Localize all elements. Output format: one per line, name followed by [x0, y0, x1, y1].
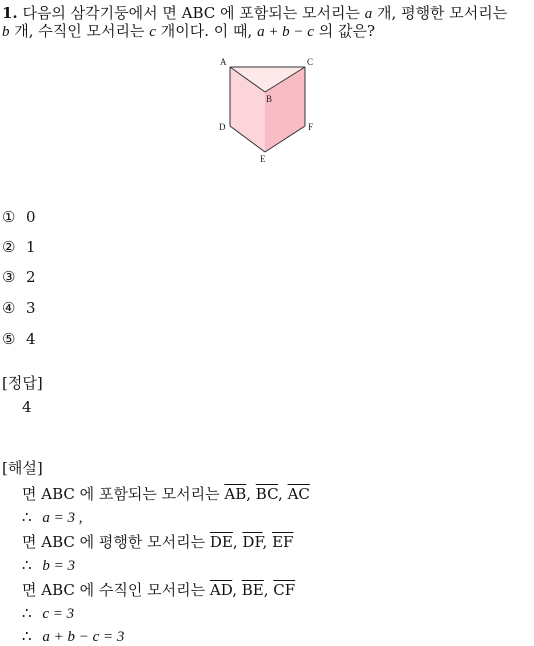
edge-ac: $\overline{AC}$ — [287, 485, 310, 503]
therefore-symbol: ∴ — [22, 604, 32, 622]
edge-ad: $\overline{AD}$ — [209, 581, 233, 599]
therefore-symbol: ∴ — [22, 556, 32, 574]
explanation-line-3-text: 면 ABC 에 평행한 모서리는 — [22, 533, 206, 551]
therefore-symbol: ∴ — [22, 508, 32, 526]
explanation-line-1: 면 ABC 에 포함되는 모서리는 $\overline{AB}$, $\overline{BC}$, $\overline{AC}$ — [22, 485, 310, 503]
var-c: c — [149, 24, 156, 40]
explanation-line-5-text: 면 ABC 에 수직인 모서리는 — [22, 581, 206, 599]
choice-3-value: 2 — [26, 268, 36, 286]
vertex-label-e: E — [260, 154, 266, 164]
var-b: b — [2, 24, 10, 40]
choice-4-mark: ④ — [2, 299, 16, 317]
explanation-line-7 — [22, 627, 124, 646]
choice-1-mark: ① — [2, 208, 16, 226]
vertex-label-c: C — [307, 57, 314, 67]
vertex-label-a: A — [220, 57, 227, 67]
explanation-line-3: 면 ABC 에 평행한 모서리는 $\overline{DE}$, $\overline{DF}$, $\overline{EF}$ — [22, 533, 294, 551]
therefore-symbol: ∴ — [22, 627, 32, 645]
answer-value: 4 — [22, 398, 32, 416]
explanation-line-2 — [22, 508, 82, 527]
question-expression: a + b − c — [257, 24, 314, 40]
edge-de: $\overline{DE}$ — [209, 533, 233, 551]
edge-cf: $\overline{CF}$ — [273, 581, 296, 599]
explanation-line-7-math: a + b − c = 3 — [42, 629, 125, 645]
vertex-label-f: F — [308, 122, 314, 132]
explanation-line-6 — [22, 604, 74, 623]
choice-4-value: 3 — [26, 299, 36, 317]
edge-ab: $\overline{AB}$ — [224, 485, 247, 503]
question-line-2 — [2, 20, 375, 43]
explanation-line-4 — [22, 556, 75, 575]
edge-bc: $\overline{BC}$ — [255, 485, 279, 503]
edge-df: $\overline{DF}$ — [242, 533, 263, 551]
choice-2-mark: ② — [2, 238, 16, 256]
choice-1[interactable] — [2, 208, 36, 226]
choice-5-mark: ⑤ — [2, 330, 16, 348]
explanation-heading: [해설] — [2, 459, 43, 477]
question-text-2b: 개이다. 이 때, — [160, 22, 253, 40]
choice-2[interactable] — [2, 238, 36, 256]
vertex-label-b: B — [266, 94, 273, 104]
question-text-2a: 개, 수직인 모서리는 — [14, 22, 145, 40]
vertex-label-d: D — [219, 122, 226, 132]
explanation-line-1-text: 면 ABC 에 포함되는 모서리는 — [22, 485, 220, 503]
edge-ef: $\overline{EF}$ — [272, 533, 294, 551]
question-text-1a: 다음의 삼각기둥에서 면 ABC 에 포함되는 모서리는 — [22, 4, 360, 22]
triangular-prism-figure — [215, 54, 325, 166]
var-a: a — [364, 6, 373, 22]
answer-heading: [정답] — [2, 374, 43, 392]
choice-4[interactable] — [2, 299, 36, 317]
explanation-line-4-math: b = 3 — [42, 558, 75, 574]
choice-5[interactable] — [2, 330, 36, 348]
choice-3[interactable] — [2, 268, 36, 286]
edge-be: $\overline{BE}$ — [241, 581, 264, 599]
choice-1-value: 0 — [26, 208, 36, 226]
choice-3-mark: ③ — [2, 268, 16, 286]
explanation-line-2-math: a = 3 , — [42, 510, 83, 526]
question-text-2c: 의 값은? — [318, 22, 376, 40]
question-text-1b: 개, 평행한 모서리는 — [377, 4, 508, 22]
choice-5-value: 4 — [26, 330, 36, 348]
explanation-line-6-math: c = 3 — [42, 606, 75, 622]
choice-2-value: 1 — [26, 238, 36, 256]
explanation-line-5: 면 ABC 에 수직인 모서리는 $\overline{AD}$, $\overline{BE}$, $\overline{CF}$ — [22, 581, 296, 599]
question-number: 1. — [2, 4, 18, 22]
